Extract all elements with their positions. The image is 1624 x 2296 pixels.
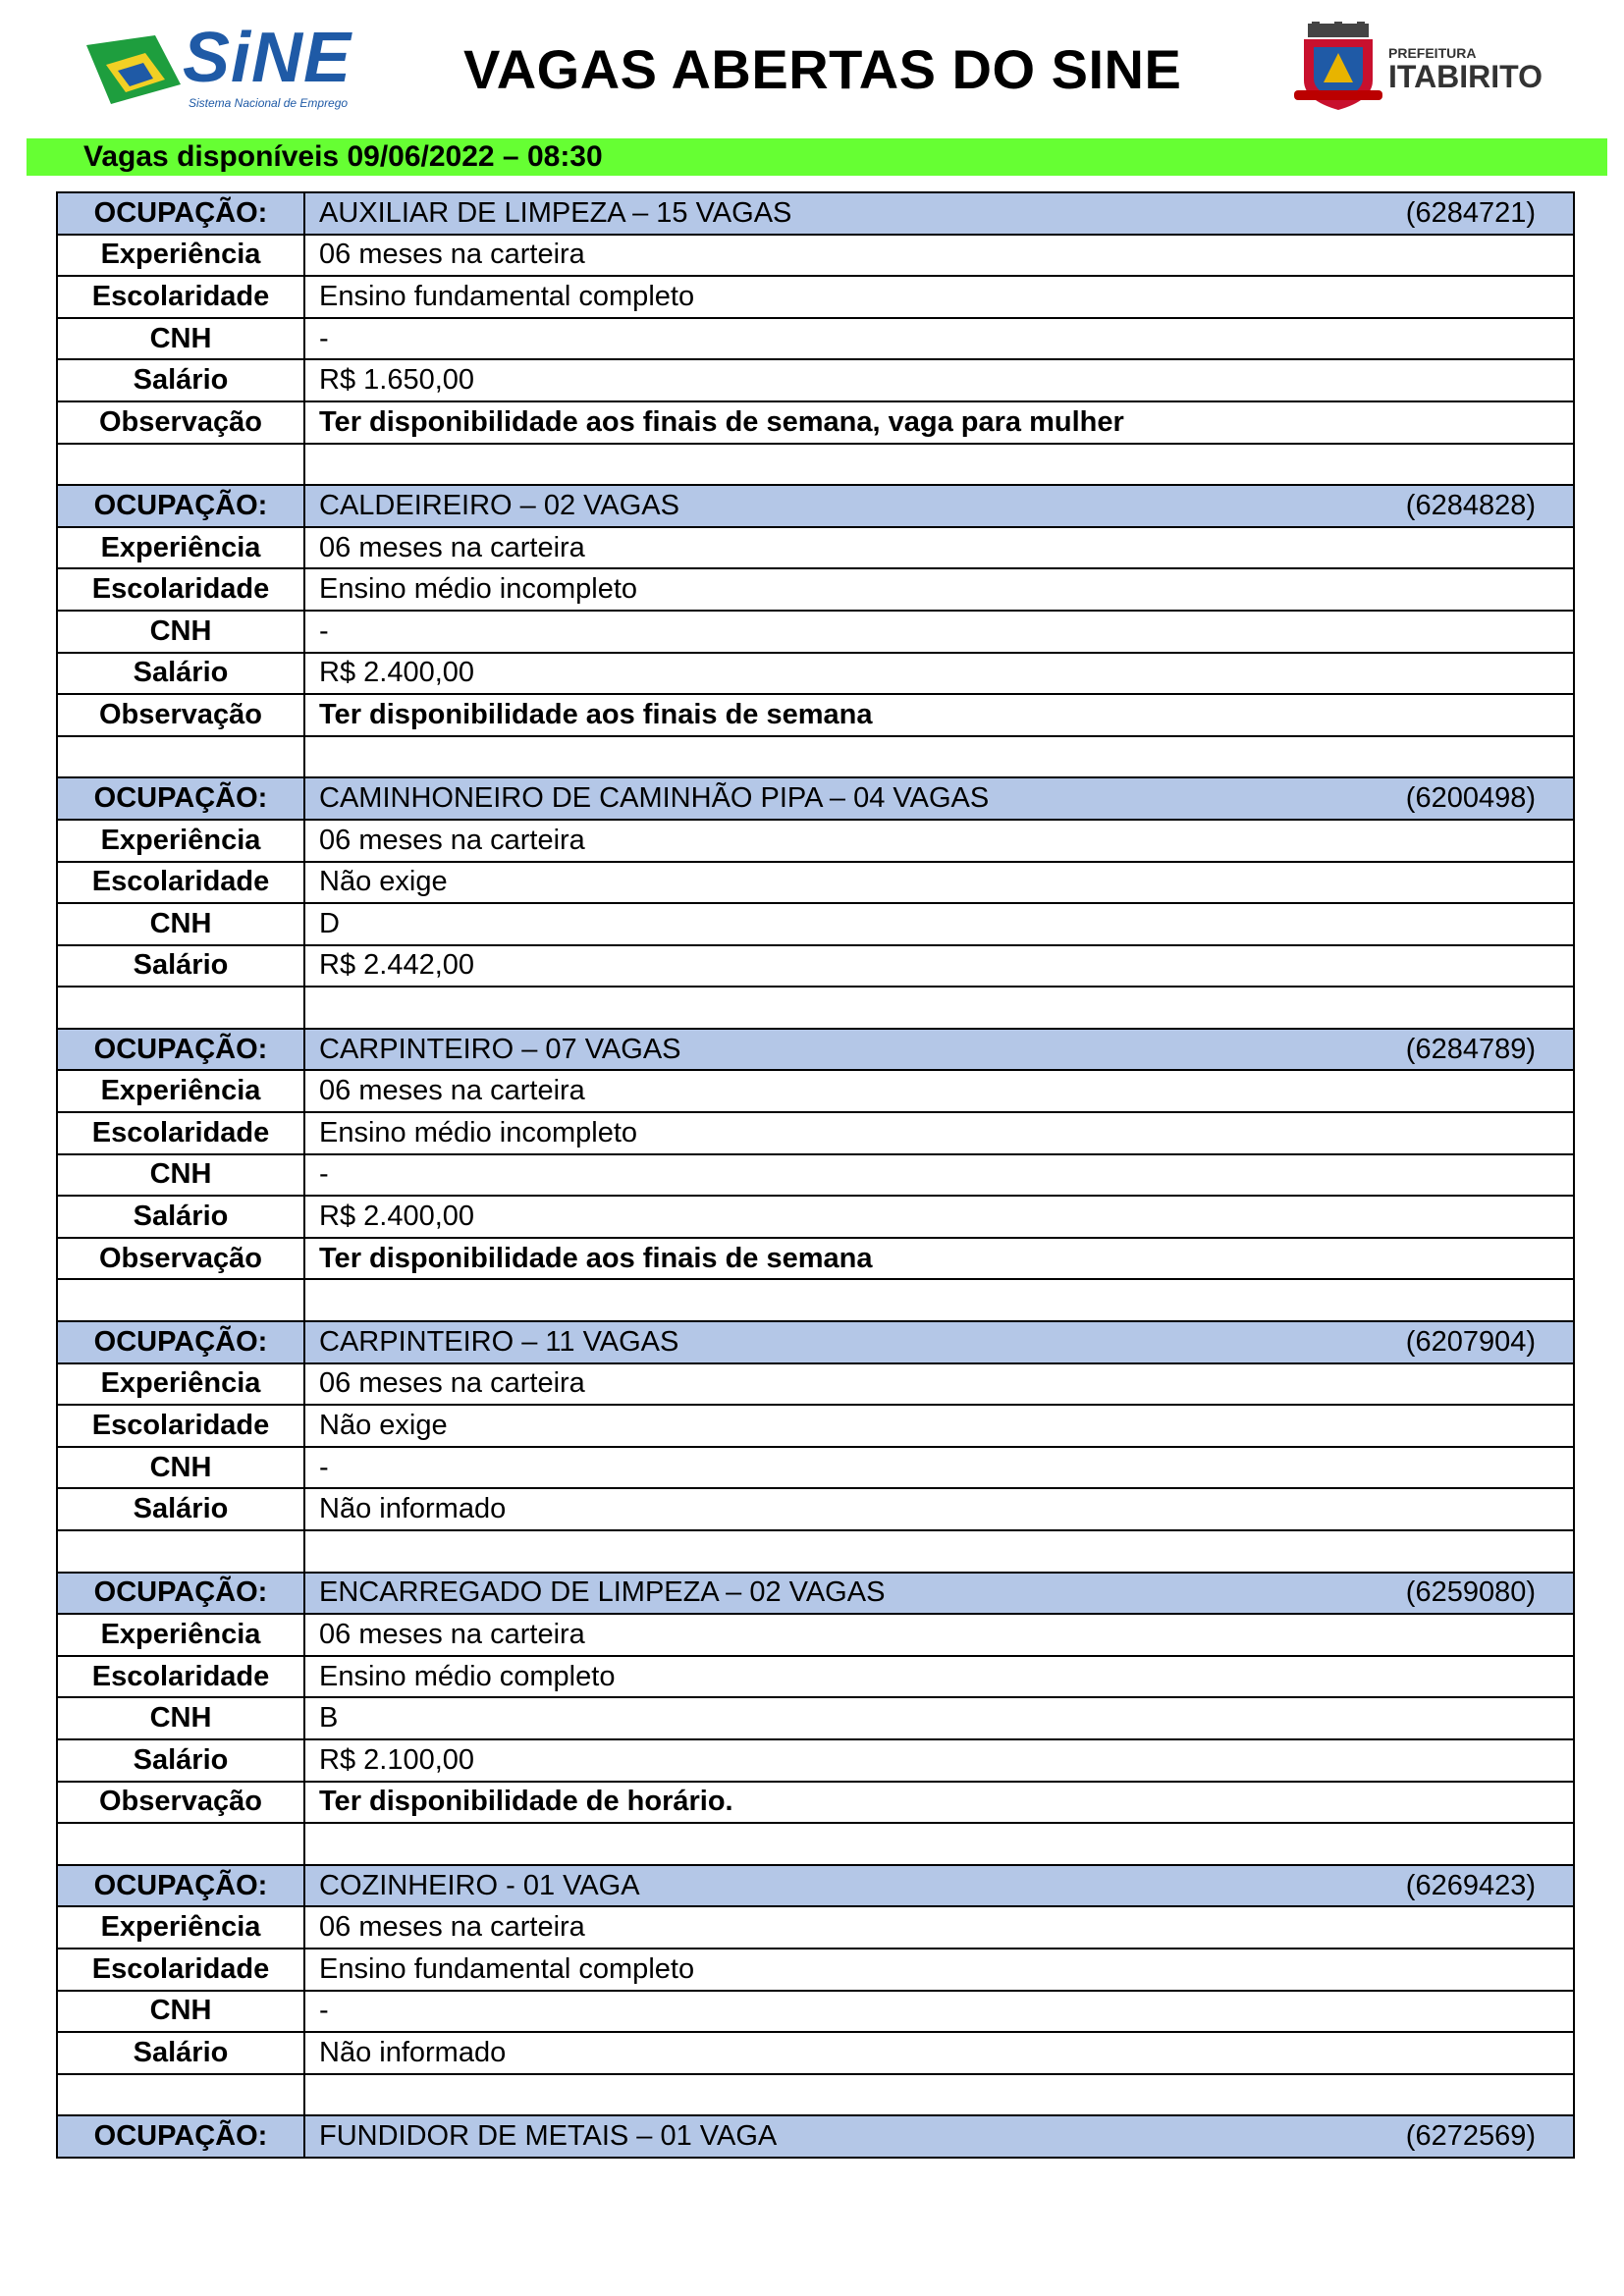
spacer-cell — [57, 736, 304, 778]
occupation-row — [57, 1573, 1574, 1615]
detail-label: Salário — [57, 2032, 304, 2074]
sine-logo — [86, 19, 361, 114]
occupation-title: AUXILIAR DE LIMPEZA – 15 VAGAS — [319, 196, 792, 229]
detail-value: Não informado — [304, 2032, 1574, 2074]
detail-value: - — [304, 318, 1574, 360]
detail-value: 06 meses na carteira — [304, 1614, 1574, 1656]
detail-value: - — [304, 1991, 1574, 2033]
detail-row — [57, 1739, 1574, 1782]
detail-value: B — [304, 1697, 1574, 1739]
detail-row — [57, 1906, 1574, 1949]
detail-row — [57, 1991, 1574, 2033]
detail-value: R$ 2.100,00 — [304, 1739, 1574, 1782]
occupation-label: OCUPAÇÃO: — [57, 1321, 304, 1363]
spacer-cell — [304, 2074, 1574, 2116]
detail-value: R$ 2.400,00 — [304, 653, 1574, 695]
spacer-cell — [57, 2074, 304, 2116]
detail-value: 06 meses na carteira — [304, 1070, 1574, 1112]
detail-row — [57, 820, 1574, 862]
detail-row — [57, 1614, 1574, 1656]
detail-row — [57, 611, 1574, 653]
detail-label: Salário — [57, 1196, 304, 1238]
occupation-title: FUNDIDOR DE METAIS – 01 VAGA — [319, 2120, 778, 2153]
detail-row — [57, 1154, 1574, 1197]
occupation-label: OCUPAÇÃO: — [57, 2115, 304, 2158]
detail-label: Escolaridade — [57, 1405, 304, 1447]
detail-label: Experiência — [57, 820, 304, 862]
occupation-code: (6284789) — [1405, 1033, 1536, 1065]
detail-label: Experiência — [57, 1070, 304, 1112]
availability-bar — [27, 138, 1607, 176]
occupation-code: (6284828) — [1405, 489, 1536, 521]
detail-row — [57, 1070, 1574, 1112]
detail-value: Não exige — [304, 862, 1574, 904]
spacer-cell — [304, 444, 1574, 486]
detail-row — [57, 1656, 1574, 1698]
detail-label: CNH — [57, 1991, 304, 2033]
occupation-label: OCUPAÇÃO: — [57, 1865, 304, 1907]
detail-row — [57, 862, 1574, 904]
detail-row — [57, 318, 1574, 360]
detail-label: Salário — [57, 653, 304, 695]
city-crest-icon — [1294, 22, 1382, 115]
jobs-table — [56, 191, 1575, 2159]
spacer-cell — [57, 1823, 304, 1865]
availability-date: Vagas disponíveis 09/06/2022 – 08:30 — [83, 140, 603, 173]
detail-label: Observação — [57, 694, 304, 736]
detail-label: Escolaridade — [57, 568, 304, 611]
detail-row — [57, 527, 1574, 569]
occupation-value — [304, 1029, 1574, 1071]
detail-row — [57, 1488, 1574, 1530]
detail-row — [57, 359, 1574, 401]
occupation-value — [304, 1321, 1574, 1363]
detail-value: R$ 1.650,00 — [304, 359, 1574, 401]
spacer-cell — [304, 736, 1574, 778]
detail-row — [57, 694, 1574, 736]
detail-label: Salário — [57, 1739, 304, 1782]
spacer-cell — [304, 1823, 1574, 1865]
occupation-title: ENCARREGADO DE LIMPEZA – 02 VAGAS — [319, 1576, 886, 1609]
detail-label: Escolaridade — [57, 862, 304, 904]
occupation-row — [57, 192, 1574, 235]
detail-label: Salário — [57, 359, 304, 401]
detail-row — [57, 1112, 1574, 1154]
detail-row — [57, 1238, 1574, 1280]
spacer-cell — [57, 1279, 304, 1321]
detail-label: Observação — [57, 401, 304, 444]
occupation-label: OCUPAÇÃO: — [57, 1029, 304, 1071]
detail-value: - — [304, 611, 1574, 653]
detail-value: D — [304, 903, 1574, 945]
detail-row — [57, 276, 1574, 318]
occupation-row — [57, 1321, 1574, 1363]
spacer-cell — [304, 1530, 1574, 1573]
detail-value: Ensino médio incompleto — [304, 1112, 1574, 1154]
prefeitura-logo — [1294, 22, 1543, 115]
detail-value: Não informado — [304, 1488, 1574, 1530]
detail-label: Observação — [57, 1782, 304, 1824]
detail-value: Ensino médio completo — [304, 1656, 1574, 1698]
page-title: VAGAS ABERTAS DO SINE — [463, 38, 1182, 100]
occupation-code: (6272569) — [1405, 2120, 1536, 2153]
detail-value: 06 meses na carteira — [304, 235, 1574, 277]
detail-label: Experiência — [57, 235, 304, 277]
detail-value: 06 meses na carteira — [304, 527, 1574, 569]
detail-label: Salário — [57, 1488, 304, 1530]
brazil-flag-icon — [86, 35, 181, 104]
detail-row — [57, 235, 1574, 277]
detail-value: R$ 2.442,00 — [304, 945, 1574, 988]
page-header — [0, 0, 1624, 133]
detail-row — [57, 568, 1574, 611]
spacer-row — [57, 1823, 1574, 1865]
sine-logo-text: SiNE — [183, 19, 352, 97]
detail-value: - — [304, 1154, 1574, 1197]
detail-label: CNH — [57, 1154, 304, 1197]
spacer-row — [57, 2074, 1574, 2116]
detail-row — [57, 1949, 1574, 1991]
detail-value: R$ 2.400,00 — [304, 1196, 1574, 1238]
occupation-title: CALDEIREIRO – 02 VAGAS — [319, 489, 679, 521]
occupation-row — [57, 485, 1574, 527]
detail-value: - — [304, 1447, 1574, 1489]
detail-row — [57, 903, 1574, 945]
detail-value: 06 meses na carteira — [304, 820, 1574, 862]
detail-label: Experiência — [57, 1363, 304, 1406]
spacer-cell — [304, 987, 1574, 1029]
occupation-label: OCUPAÇÃO: — [57, 485, 304, 527]
detail-value: Não exige — [304, 1405, 1574, 1447]
spacer-cell — [57, 987, 304, 1029]
occupation-value — [304, 192, 1574, 235]
spacer-row — [57, 444, 1574, 486]
occupation-label: OCUPAÇÃO: — [57, 192, 304, 235]
occupation-value — [304, 1573, 1574, 1615]
occupation-row — [57, 1865, 1574, 1907]
detail-row — [57, 1447, 1574, 1489]
detail-label: Escolaridade — [57, 276, 304, 318]
detail-value: 06 meses na carteira — [304, 1906, 1574, 1949]
detail-label: Escolaridade — [57, 1656, 304, 1698]
detail-value: Ensino fundamental completo — [304, 1949, 1574, 1991]
occupation-code: (6269423) — [1405, 1869, 1536, 1901]
detail-value: Ter disponibilidade aos finais de semana, vaga para mulher — [304, 401, 1574, 444]
detail-row — [57, 1405, 1574, 1447]
spacer-cell — [57, 1530, 304, 1573]
city-name: ITABIRITO — [1388, 59, 1543, 94]
detail-row — [57, 653, 1574, 695]
detail-row — [57, 1196, 1574, 1238]
spacer-cell — [304, 1279, 1574, 1321]
detail-row — [57, 2032, 1574, 2074]
detail-label: CNH — [57, 318, 304, 360]
detail-row — [57, 401, 1574, 444]
occupation-code: (6259080) — [1405, 1576, 1536, 1609]
detail-value: Ensino médio incompleto — [304, 568, 1574, 611]
occupation-title: COZINHEIRO - 01 VAGA — [319, 1869, 640, 1901]
detail-value: Ter disponibilidade aos finais de semana — [304, 694, 1574, 736]
occupation-label: OCUPAÇÃO: — [57, 1573, 304, 1615]
detail-row — [57, 1363, 1574, 1406]
occupation-row — [57, 1029, 1574, 1071]
sine-logo-subtitle: Sistema Nacional de Emprego — [189, 96, 349, 110]
detail-value: Ter disponibilidade de horário. — [304, 1782, 1574, 1824]
detail-label: CNH — [57, 611, 304, 653]
occupation-value — [304, 485, 1574, 527]
detail-label: Experiência — [57, 1614, 304, 1656]
occupation-code: (6207904) — [1405, 1325, 1536, 1358]
spacer-row — [57, 1279, 1574, 1321]
detail-value: Ensino fundamental completo — [304, 276, 1574, 318]
detail-row — [57, 945, 1574, 988]
detail-label: CNH — [57, 903, 304, 945]
occupation-value — [304, 777, 1574, 820]
detail-row — [57, 1697, 1574, 1739]
occupation-title: CAMINHONEIRO DE CAMINHÃO PIPA – 04 VAGAS — [319, 782, 990, 815]
spacer-row — [57, 736, 1574, 778]
occupation-value — [304, 2115, 1574, 2158]
detail-label: CNH — [57, 1697, 304, 1739]
occupation-code: (6200498) — [1405, 782, 1536, 815]
detail-row — [57, 1782, 1574, 1824]
detail-label: Salário — [57, 945, 304, 988]
prefeitura-label: PREFEITURA — [1388, 45, 1477, 61]
occupation-title: CARPINTEIRO – 11 VAGAS — [319, 1325, 679, 1358]
occupation-row — [57, 777, 1574, 820]
detail-label: Observação — [57, 1238, 304, 1280]
occupation-code: (6284721) — [1405, 196, 1536, 229]
detail-label: CNH — [57, 1447, 304, 1489]
occupation-row — [57, 2115, 1574, 2158]
spacer-row — [57, 1530, 1574, 1573]
occupation-label: OCUPAÇÃO: — [57, 777, 304, 820]
detail-label: Experiência — [57, 527, 304, 569]
detail-label: Experiência — [57, 1906, 304, 1949]
detail-value: Ter disponibilidade aos finais de semana — [304, 1238, 1574, 1280]
detail-value: 06 meses na carteira — [304, 1363, 1574, 1406]
detail-label: Escolaridade — [57, 1949, 304, 1991]
occupation-title: CARPINTEIRO – 07 VAGAS — [319, 1033, 681, 1065]
spacer-row — [57, 987, 1574, 1029]
spacer-cell — [57, 444, 304, 486]
occupation-value — [304, 1865, 1574, 1907]
detail-label: Escolaridade — [57, 1112, 304, 1154]
